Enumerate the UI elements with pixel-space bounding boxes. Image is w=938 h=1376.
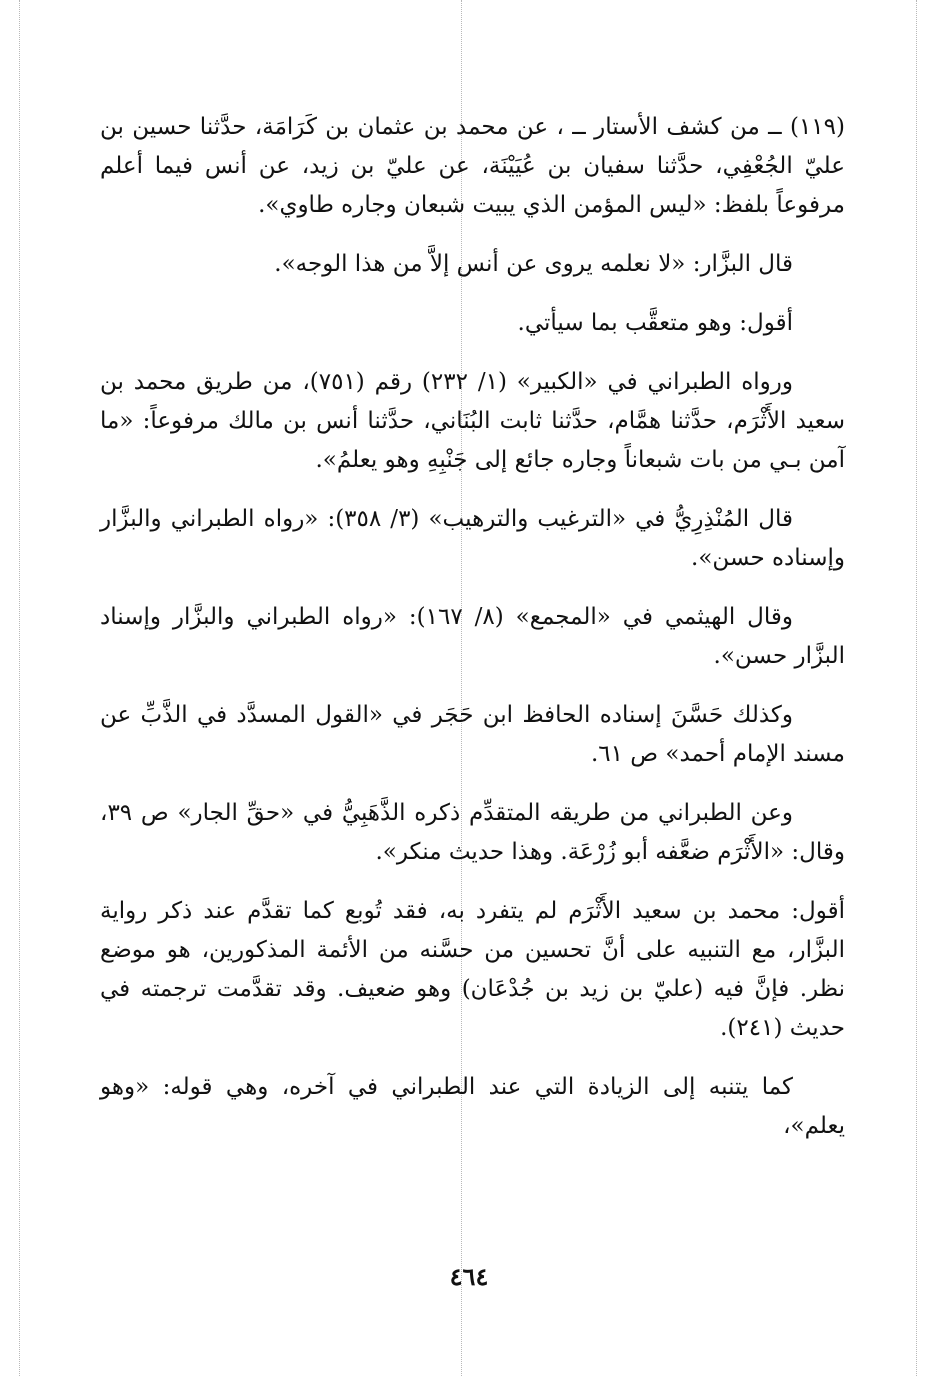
paragraph-tabarani-narration: ورواه الطبراني في «الكبير» (١/ ٢٣٢) رقم (٧٥١)، من طريق محمد بن سعيد الأَثْرَم، حدَّثنا همَّام، حدَّثنا ثابت البُنَاني، حدَّثنا أنس بن مالك مرفوعاً: «ما آمن بـي من بات شبعاناً وجاره جائع إلى جَنْبِهِ وهو يعلمُ». (100, 369, 845, 473)
paragraph-author-comment: أقول: وهو متعقَّب بما سيأتي. (517, 310, 793, 336)
paragraph-ibn-hajar-grading: وكذلك حَسَّنَ إسناده الحافظ ابن حَجَر في «القول المسدَّد في الذَّبِّ عن مسند الإمام أحمد» ص ٦١. (100, 702, 845, 767)
paragraph-addition-note: كما يتنبه إلى الزيادة التي عند الطبراني في آخره، وهي قوله: «وهو يعلم»، (100, 1074, 845, 1139)
paragraph-mundhiri-grading: قال المُنْذِرِيُّ في «الترغيب والترهيب» (٣/ ٣٥٨): «رواه الطبراني والبزَّار وإسناده حسن». (100, 506, 845, 571)
page-body-text (100, 108, 845, 1166)
page-number: ٤٦٤ (449, 1262, 489, 1291)
paragraph-hadith-119: (١١٩) ــ من كشف الأستار ــ ، عن محمد بن عثمان بن كَرَامَة، حدَّثنا حسين بن عليّ الجُعْفِي، حدَّثنا سفيان بن عُيَيْنَة، عن عليّ بن زيد، عن أنس فيما أعلم مرفوعاً بلفظ: «ليس المؤمن الذي يبيت شبعان وجاره طاوي». (100, 114, 845, 218)
paragraph-author-analysis: أقول: محمد بن سعيد الأَثْرَم لم يتفرد به، فقد تُوبع كما تقدَّم عند ذكر رواية البزَّار، مع التنبيه على أنَّ تحسين من حسَّنه من الأئمة المذكورين، هو موضع نظر. فإنَّ فيه (عليّ بن زيد بن جُدْعَان) وهو ضعيف. وقد تقدَّمت ترجمته في حديث (٢٤١). (100, 898, 845, 1041)
right-margin-dotted-guide (916, 0, 917, 1376)
paragraph-haythami-grading: وقال الهيثمي في «المجمع» (٨/ ١٦٧): «رواه الطبراني والبزَّار وإسناد البزَّار حسن». (100, 604, 845, 669)
left-margin-dotted-guide (19, 0, 20, 1376)
paragraph-dhahabi-remark: وعن الطبراني من طريقه المتقدِّم ذكره الذَّهَبِيُّ في «حقِّ الجار» ص ٣٩، وقال: «الأَثْرَم ضعَّفه أبو زُرْعَة. وهذا حديث منكر». (100, 800, 845, 865)
paragraph-bazzar-remark: قال البزَّار: «لا نعلمه يروى عن أنس إلاَّ من هذا الوجه». (274, 251, 793, 277)
